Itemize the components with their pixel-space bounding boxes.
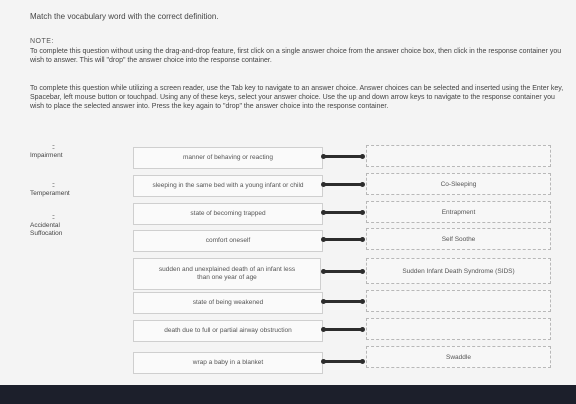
- connector-line: [323, 183, 363, 186]
- definition-box: state of becoming trapped: [133, 203, 323, 225]
- response-container[interactable]: Sudden Infant Death Syndrome (SIDS): [366, 258, 551, 284]
- connector-line: [323, 155, 363, 158]
- response-container[interactable]: [366, 145, 551, 167]
- connector-line: [323, 328, 363, 331]
- drag-handle-icon[interactable]: ::: [52, 144, 54, 151]
- response-container[interactable]: Swaddle: [366, 346, 551, 368]
- answer-choice-label: Temperament: [30, 190, 70, 197]
- definition-box: comfort oneself: [133, 230, 323, 252]
- answer-choice-impairment[interactable]: [30, 144, 110, 160]
- definition-box: sudden and unexplained death of an infant less than one year of age: [133, 258, 321, 290]
- definition-box: sleeping in the same bed with a young infant or child: [133, 175, 323, 197]
- response-container[interactable]: [366, 290, 551, 312]
- answer-choice-accidental-suffocation[interactable]: [30, 214, 90, 238]
- connector-line: [323, 238, 363, 241]
- response-container[interactable]: Self Soothe: [366, 228, 551, 250]
- drag-handle-icon[interactable]: ::: [52, 214, 54, 221]
- answer-choice-temperament[interactable]: [30, 182, 110, 198]
- connector-line: [323, 270, 363, 273]
- definition-box: state of being weakened: [133, 292, 323, 314]
- response-container[interactable]: Entrapment: [366, 201, 551, 223]
- response-container[interactable]: [366, 318, 551, 340]
- response-container[interactable]: Co-Sleeping: [366, 173, 551, 195]
- definition-box: wrap a baby in a blanket: [133, 352, 323, 374]
- note-instructions-screen-reader: To complete this question while utilizing a screen reader, use the Tab key to navigate to an answer choice. Answer choices can be selected and inserted using the Enter key, Spacebar, left mouse button or touchpad. Using any of these keys, select your answer choice. Use the up and down arrow keys to navigate to the response container you wish to place the selected answer into. Press the key again to "drop" the answer choice into the response container.: [30, 85, 564, 110]
- connector-line: [323, 300, 363, 303]
- definition-box: death due to full or partial airway obstruction: [133, 320, 323, 342]
- connector-line: [323, 211, 363, 214]
- definition-box: manner of behaving or reacting: [133, 147, 323, 169]
- answer-choice-label: Impairment: [30, 152, 63, 159]
- question-title: Match the vocabulary word with the correct definition.: [30, 12, 219, 21]
- note-instructions-mouse: To complete this question without using the drag-and-drop feature, first click on a single answer choice from the answer choice box, then click in the response container you wish to answer. This will "drop" the answer choice into the response container.: [30, 48, 562, 64]
- connector-line: [323, 360, 363, 363]
- note-label: NOTE:: [30, 38, 54, 45]
- screen-bottom-edge: [0, 385, 576, 404]
- answer-choice-label: Accidental Suffocation: [30, 222, 63, 237]
- drag-handle-icon[interactable]: ::: [52, 182, 54, 189]
